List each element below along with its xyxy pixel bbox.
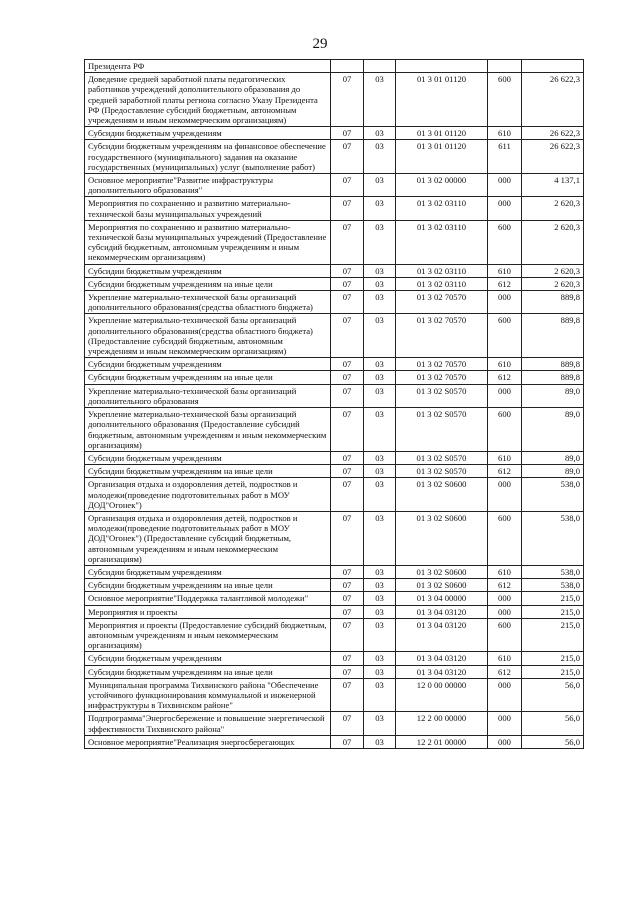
subsection-cell: 03 (364, 220, 396, 264)
target-article-cell: 01 3 02 70570 (396, 371, 488, 384)
item-name-cell: Мероприятия по сохранению и развитию материально-технической базы муниципальных учреждений (85, 197, 331, 220)
table-row (85, 314, 584, 358)
item-name-cell: Субсидии бюджетным учреждениям на иные цели (85, 277, 331, 290)
table-row (85, 565, 584, 578)
subsection-cell: 03 (364, 277, 396, 290)
target-article-cell: 01 3 01 01120 (396, 127, 488, 140)
expense-type-cell: 600 (488, 618, 522, 652)
amount-cell: 2 620,3 (522, 264, 584, 277)
table-row (85, 60, 584, 73)
target-article-cell: 01 3 02 S0600 (396, 579, 488, 592)
table-row (85, 592, 584, 605)
target-article-cell: 01 3 02 S0600 (396, 511, 488, 565)
expense-type-cell: 000 (488, 291, 522, 314)
amount-cell: 26 622,3 (522, 140, 584, 174)
section-cell: 07 (331, 127, 364, 140)
expense-type-cell: 612 (488, 277, 522, 290)
item-name-cell: Основное мероприятие"Реализация энергосберегающих (85, 735, 331, 748)
table-row (85, 384, 584, 407)
subsection-cell: 03 (364, 735, 396, 748)
subsection-cell (364, 60, 396, 73)
item-name-cell: Субсидии бюджетным учреждениям на иные цели (85, 465, 331, 478)
expense-type-cell: 610 (488, 358, 522, 371)
table-row (85, 264, 584, 277)
section-cell: 07 (331, 678, 364, 712)
amount-cell: 2 620,3 (522, 197, 584, 220)
expense-type-cell: 000 (488, 384, 522, 407)
amount-cell: 215,0 (522, 592, 584, 605)
section-cell: 07 (331, 264, 364, 277)
subsection-cell: 03 (364, 579, 396, 592)
subsection-cell: 03 (364, 73, 396, 127)
section-cell: 07 (331, 451, 364, 464)
amount-cell: 889,8 (522, 291, 584, 314)
section-cell: 07 (331, 73, 364, 127)
amount-cell: 889,8 (522, 371, 584, 384)
item-name-cell: Субсидии бюджетным учреждениям (85, 565, 331, 578)
amount-cell: 89,0 (522, 408, 584, 452)
item-name-cell: Укрепление материально-технической базы организаций дополнительного образования(средства областного бюджета) (Предоставление субсидий бюджетным, автономным учреждениям и иным некоммерческим организациям) (85, 314, 331, 358)
subsection-cell: 03 (364, 618, 396, 652)
item-name-cell: Субсидии бюджетным учреждениям (85, 358, 331, 371)
subsection-cell: 03 (364, 127, 396, 140)
target-article-cell: 01 3 02 S0600 (396, 565, 488, 578)
item-name-cell: Президента РФ (85, 60, 331, 73)
amount-cell: 215,0 (522, 618, 584, 652)
target-article-cell: 01 3 04 00000 (396, 592, 488, 605)
amount-cell: 89,0 (522, 384, 584, 407)
target-article-cell: 01 3 02 S0570 (396, 465, 488, 478)
section-cell: 07 (331, 197, 364, 220)
expense-type-cell: 610 (488, 451, 522, 464)
section-cell: 07 (331, 408, 364, 452)
item-name-cell: Субсидии бюджетным учреждениям на иные цели (85, 371, 331, 384)
expense-type-cell: 611 (488, 140, 522, 174)
amount-cell: 215,0 (522, 652, 584, 665)
item-name-cell: Мероприятия и проекты (85, 605, 331, 618)
expense-type-cell (488, 60, 522, 73)
subsection-cell: 03 (364, 712, 396, 735)
section-cell: 07 (331, 140, 364, 174)
table-row (85, 678, 584, 712)
expense-type-cell: 612 (488, 665, 522, 678)
section-cell: 07 (331, 618, 364, 652)
target-article-cell: 01 3 02 03110 (396, 220, 488, 264)
budget-table-body (85, 60, 584, 749)
item-name-cell: Основное мероприятие"Развитие инфраструктуры дополнительного образования" (85, 174, 331, 197)
subsection-cell: 03 (364, 565, 396, 578)
amount-cell: 538,0 (522, 579, 584, 592)
subsection-cell: 03 (364, 592, 396, 605)
subsection-cell: 03 (364, 197, 396, 220)
target-article-cell: 01 3 02 70570 (396, 314, 488, 358)
subsection-cell: 03 (364, 314, 396, 358)
amount-cell: 2 620,3 (522, 277, 584, 290)
expense-type-cell: 612 (488, 579, 522, 592)
amount-cell: 215,0 (522, 665, 584, 678)
section-cell: 07 (331, 371, 364, 384)
section-cell: 07 (331, 465, 364, 478)
section-cell: 07 (331, 712, 364, 735)
expense-type-cell: 612 (488, 465, 522, 478)
item-name-cell: Мероприятия по сохранению и развитию материально-технической базы муниципальных учреждений (Предоставление субсидий бюджетным, автономным учреждениям и иным некоммерческим организациям) (85, 220, 331, 264)
section-cell: 07 (331, 384, 364, 407)
amount-cell: 56,0 (522, 712, 584, 735)
subsection-cell: 03 (364, 140, 396, 174)
section-cell: 07 (331, 579, 364, 592)
expense-type-cell: 612 (488, 371, 522, 384)
table-row (85, 665, 584, 678)
section-cell: 07 (331, 277, 364, 290)
target-article-cell: 01 3 04 03120 (396, 652, 488, 665)
table-row (85, 618, 584, 652)
target-article-cell: 01 3 02 S0570 (396, 408, 488, 452)
section-cell: 07 (331, 291, 364, 314)
table-row (85, 478, 584, 512)
target-article-cell: 01 3 01 01120 (396, 140, 488, 174)
amount-cell: 4 137,1 (522, 174, 584, 197)
amount-cell: 89,0 (522, 465, 584, 478)
table-row (85, 652, 584, 665)
amount-cell: 26 622,3 (522, 127, 584, 140)
table-row (85, 127, 584, 140)
expense-type-cell: 600 (488, 220, 522, 264)
section-cell: 07 (331, 605, 364, 618)
table-row (85, 712, 584, 735)
subsection-cell: 03 (364, 605, 396, 618)
amount-cell: 56,0 (522, 678, 584, 712)
table-row (85, 358, 584, 371)
expense-type-cell: 600 (488, 314, 522, 358)
expense-type-cell: 000 (488, 735, 522, 748)
table-row (85, 73, 584, 127)
amount-cell: 215,0 (522, 605, 584, 618)
target-article-cell: 01 3 02 S0570 (396, 451, 488, 464)
item-name-cell: Субсидии бюджетным учреждениям на иные цели (85, 579, 331, 592)
section-cell: 07 (331, 220, 364, 264)
expense-type-cell: 610 (488, 127, 522, 140)
amount-cell: 89,0 (522, 451, 584, 464)
item-name-cell: Субсидии бюджетным учреждениям (85, 652, 331, 665)
amount-cell: 538,0 (522, 478, 584, 512)
table-row (85, 465, 584, 478)
item-name-cell: Субсидии бюджетным учреждениям на иные цели (85, 665, 331, 678)
target-article-cell: 01 3 02 03110 (396, 277, 488, 290)
subsection-cell: 03 (364, 451, 396, 464)
section-cell: 07 (331, 665, 364, 678)
item-name-cell: Мероприятия и проекты (Предоставление субсидий бюджетным, автономным учреждениям и иным некоммерческим организациям) (85, 618, 331, 652)
target-article-cell: 01 3 02 70570 (396, 291, 488, 314)
target-article-cell: 01 3 01 01120 (396, 73, 488, 127)
target-article-cell: 01 3 02 70570 (396, 358, 488, 371)
expense-type-cell: 000 (488, 592, 522, 605)
subsection-cell: 03 (364, 511, 396, 565)
target-article-cell: 12 2 00 00000 (396, 712, 488, 735)
table-row (85, 174, 584, 197)
expense-type-cell: 000 (488, 605, 522, 618)
section-cell (331, 60, 364, 73)
target-article-cell: 12 2 01 00000 (396, 735, 488, 748)
table-row (85, 140, 584, 174)
subsection-cell: 03 (364, 291, 396, 314)
section-cell: 07 (331, 511, 364, 565)
section-cell: 07 (331, 565, 364, 578)
item-name-cell: Субсидии бюджетным учреждениям (85, 127, 331, 140)
subsection-cell: 03 (364, 678, 396, 712)
table-row (85, 408, 584, 452)
section-cell: 07 (331, 592, 364, 605)
subsection-cell: 03 (364, 358, 396, 371)
target-article-cell: 01 3 04 03120 (396, 618, 488, 652)
expense-type-cell: 600 (488, 408, 522, 452)
item-name-cell: Субсидии бюджетным учреждениям (85, 451, 331, 464)
table-row (85, 735, 584, 748)
expense-type-cell: 000 (488, 678, 522, 712)
section-cell: 07 (331, 358, 364, 371)
target-article-cell: 12 0 00 00000 (396, 678, 488, 712)
amount-cell: 889,8 (522, 358, 584, 371)
target-article-cell: 01 3 04 03120 (396, 665, 488, 678)
table-row (85, 197, 584, 220)
expense-type-cell: 000 (488, 712, 522, 735)
subsection-cell: 03 (364, 665, 396, 678)
expense-type-cell: 600 (488, 511, 522, 565)
target-article-cell: 01 3 02 S0600 (396, 478, 488, 512)
item-name-cell: Организация отдыха и оздоровления детей, подростков и молодежи(проведение подготовительных работ в МОУ ДОД"Огонек") (Предоставление субсидий бюджетным, автономным учреждениям и иным некоммерческим организациям) (85, 511, 331, 565)
target-article-cell: 01 3 02 03110 (396, 197, 488, 220)
amount-cell: 26 622,3 (522, 73, 584, 127)
subsection-cell: 03 (364, 371, 396, 384)
item-name-cell: Основное мероприятие"Поддержка талантливой молодежи" (85, 592, 331, 605)
page-number: 29 (312, 36, 328, 52)
item-name-cell: Подпрограмма"Энергосбережение и повышение энергетической эффективности Тихвинского района" (85, 712, 331, 735)
expense-type-cell: 610 (488, 264, 522, 277)
table-row (85, 605, 584, 618)
expense-type-cell: 000 (488, 197, 522, 220)
item-name-cell: Организация отдыха и оздоровления детей, подростков и молодежи(проведение подготовительных работ в МОУ ДОД"Огонек") (85, 478, 331, 512)
expense-type-cell: 600 (488, 73, 522, 127)
table-row (85, 277, 584, 290)
amount-cell (522, 60, 584, 73)
section-cell: 07 (331, 652, 364, 665)
table-row (85, 511, 584, 565)
subsection-cell: 03 (364, 408, 396, 452)
section-cell: 07 (331, 174, 364, 197)
item-name-cell: Доведение средней заработной платы педагогических работников учреждений дополнительного образования до средней заработной платы региона согласно Указу Президента РФ (Предоставление субсидий бюджетным, автономным учреждениям и иным некоммерческим организациям) (85, 73, 331, 127)
section-cell: 07 (331, 478, 364, 512)
subsection-cell: 03 (364, 264, 396, 277)
amount-cell: 889,8 (522, 314, 584, 358)
target-article-cell: 01 3 04 03120 (396, 605, 488, 618)
amount-cell: 2 620,3 (522, 220, 584, 264)
target-article-cell: 01 3 02 00000 (396, 174, 488, 197)
item-name-cell: Укрепление материально-технической базы организаций дополнительного образования (Предоставление субсидий бюджетным, автономным учреждениям и иным некоммерческим организациям) (85, 408, 331, 452)
table-row (85, 579, 584, 592)
item-name-cell: Укрепление материально-технической базы организаций дополнительного образования(средства областного бюджета) (85, 291, 331, 314)
item-name-cell: Муниципальная программа Тихвинского района "Обеспечение устойчивого функционирования коммунальной и инженерной инфраструктуры в Тихвинском районе" (85, 678, 331, 712)
subsection-cell: 03 (364, 384, 396, 407)
expense-type-cell: 000 (488, 174, 522, 197)
table-row (85, 451, 584, 464)
target-article-cell: 01 3 02 03110 (396, 264, 488, 277)
subsection-cell: 03 (364, 174, 396, 197)
expense-type-cell: 610 (488, 565, 522, 578)
budget-table (84, 59, 584, 749)
table-row (85, 220, 584, 264)
subsection-cell: 03 (364, 465, 396, 478)
amount-cell: 56,0 (522, 735, 584, 748)
target-article-cell: 01 3 02 S0570 (396, 384, 488, 407)
subsection-cell: 03 (364, 478, 396, 512)
item-name-cell: Укрепление материально-технической базы организаций дополнительного образования (85, 384, 331, 407)
target-article-cell (396, 60, 488, 73)
table-row (85, 291, 584, 314)
expense-type-cell: 610 (488, 652, 522, 665)
section-cell: 07 (331, 314, 364, 358)
subsection-cell: 03 (364, 652, 396, 665)
item-name-cell: Субсидии бюджетным учреждениям (85, 264, 331, 277)
section-cell: 07 (331, 735, 364, 748)
amount-cell: 538,0 (522, 511, 584, 565)
expense-type-cell: 000 (488, 478, 522, 512)
amount-cell: 538,0 (522, 565, 584, 578)
item-name-cell: Субсидии бюджетным учреждениям на финансовое обеспечение государственного (муниципального) задания на оказание государственных (муниципальных) услуг (выполнение работ) (85, 140, 331, 174)
table-row (85, 371, 584, 384)
